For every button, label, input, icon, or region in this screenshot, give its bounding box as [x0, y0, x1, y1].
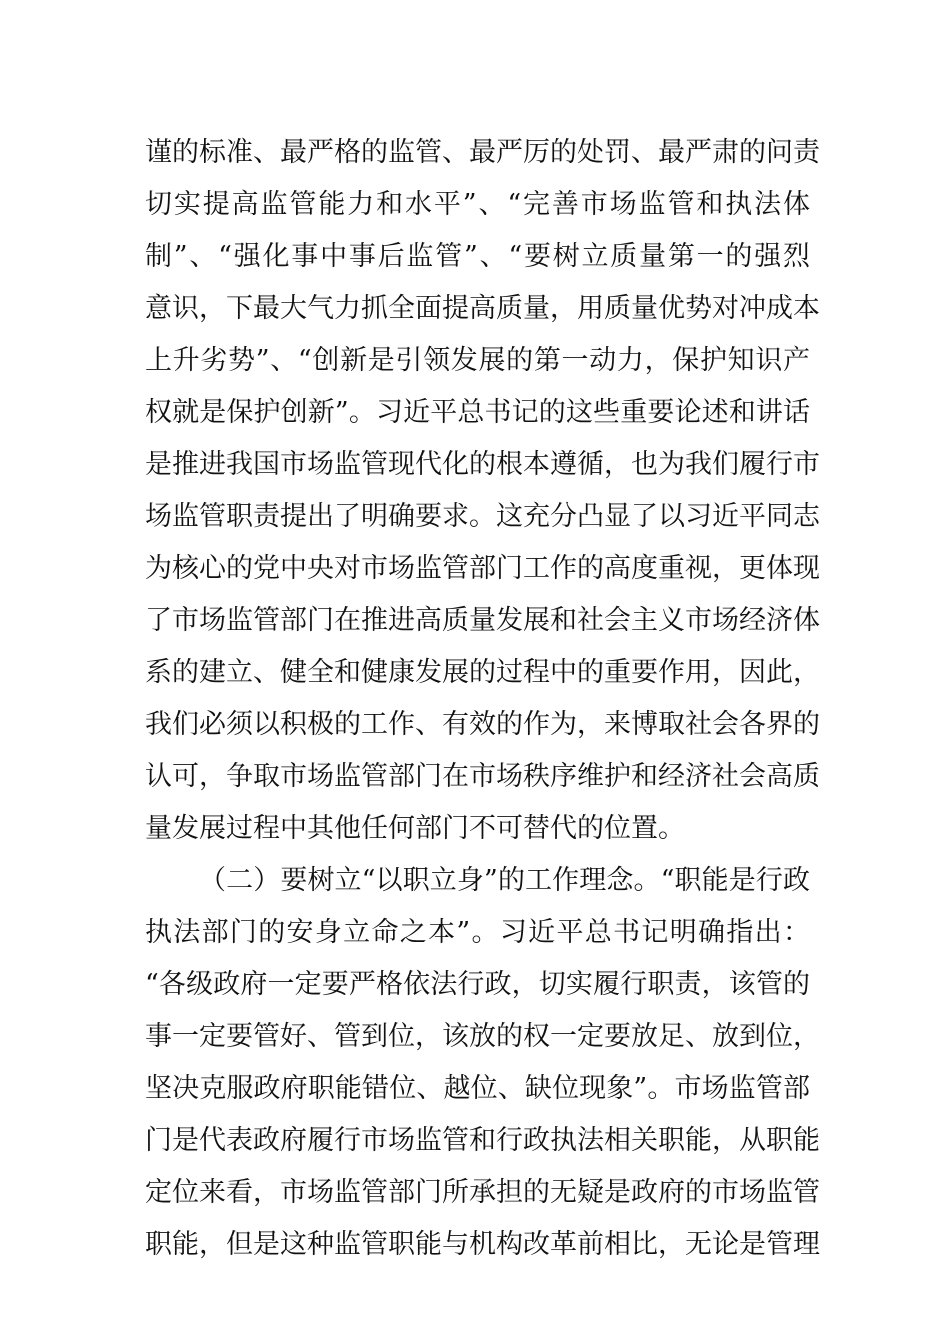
text-line: 为核心的党中央对市场监管部门工作的高度重视，更体现 [145, 553, 820, 584]
text-line: 执法部门的安身立命之本”。习近平总书记明确指出： [145, 917, 810, 948]
text-line: 了市场监管部门在推进高质量发展和社会主义市场经济体 [145, 605, 820, 636]
text-line: 定位来看，市场监管部门所承担的无疑是政府的市场监管 [145, 1177, 820, 1208]
paragraph-end-line: 量发展过程中其他任何部门不可替代的位置。 [145, 813, 685, 844]
text-line: “各级政府一定要严格依法行政，切实履行职责，该管的 [145, 969, 810, 1000]
text-line: 我们必须以积极的工作、有效的作为，来博取社会各界的 [145, 709, 820, 740]
text-line: 意识，下最大气力抓全面提高质量，用质量优势对冲成本 [145, 293, 820, 324]
text-line: 上升劣势”、“创新是引领发展的第一动力，保护知识产 [145, 345, 810, 376]
text-line: 职能，但是这种监管职能与机构改革前相比，无论是管理 [145, 1229, 820, 1260]
text-line: 场监管职责提出了明确要求。这充分凸显了以习近平同志 [145, 501, 820, 532]
text-line: 谨的标准、最严格的监管、最严厉的处罚、最严肃的问责 [145, 137, 820, 168]
text-line: 是推进我国市场监管现代化的根本遵循，也为我们履行市 [145, 449, 820, 480]
section-heading-line: （二）要树立“以职立身”的工作理念。“职能是行政 [199, 865, 810, 896]
text-line: 制”、“强化事中事后监管”、“要树立质量第一的强烈 [145, 241, 810, 272]
text-line: 切实提高监管能力和水平”、“完善市场监管和执法体 [145, 189, 810, 220]
text-line: 门是代表政府履行市场监管和行政执法相关职能，从职能 [145, 1125, 820, 1156]
text-line: 认可，争取市场监管部门在市场秩序维护和经济社会高质 [145, 761, 820, 792]
text-line: 事一定要管好、管到位，该放的权一定要放足、放到位， [145, 1021, 820, 1052]
text-line: 权就是保护创新”。习近平总书记的这些重要论述和讲话 [145, 397, 810, 428]
text-line: 系的建立、健全和健康发展的过程中的重要作用，因此， [145, 657, 820, 688]
text-line: 坚决克服政府职能错位、越位、缺位现象”。市场监管部 [145, 1073, 810, 1104]
body-text [145, 127, 820, 1271]
